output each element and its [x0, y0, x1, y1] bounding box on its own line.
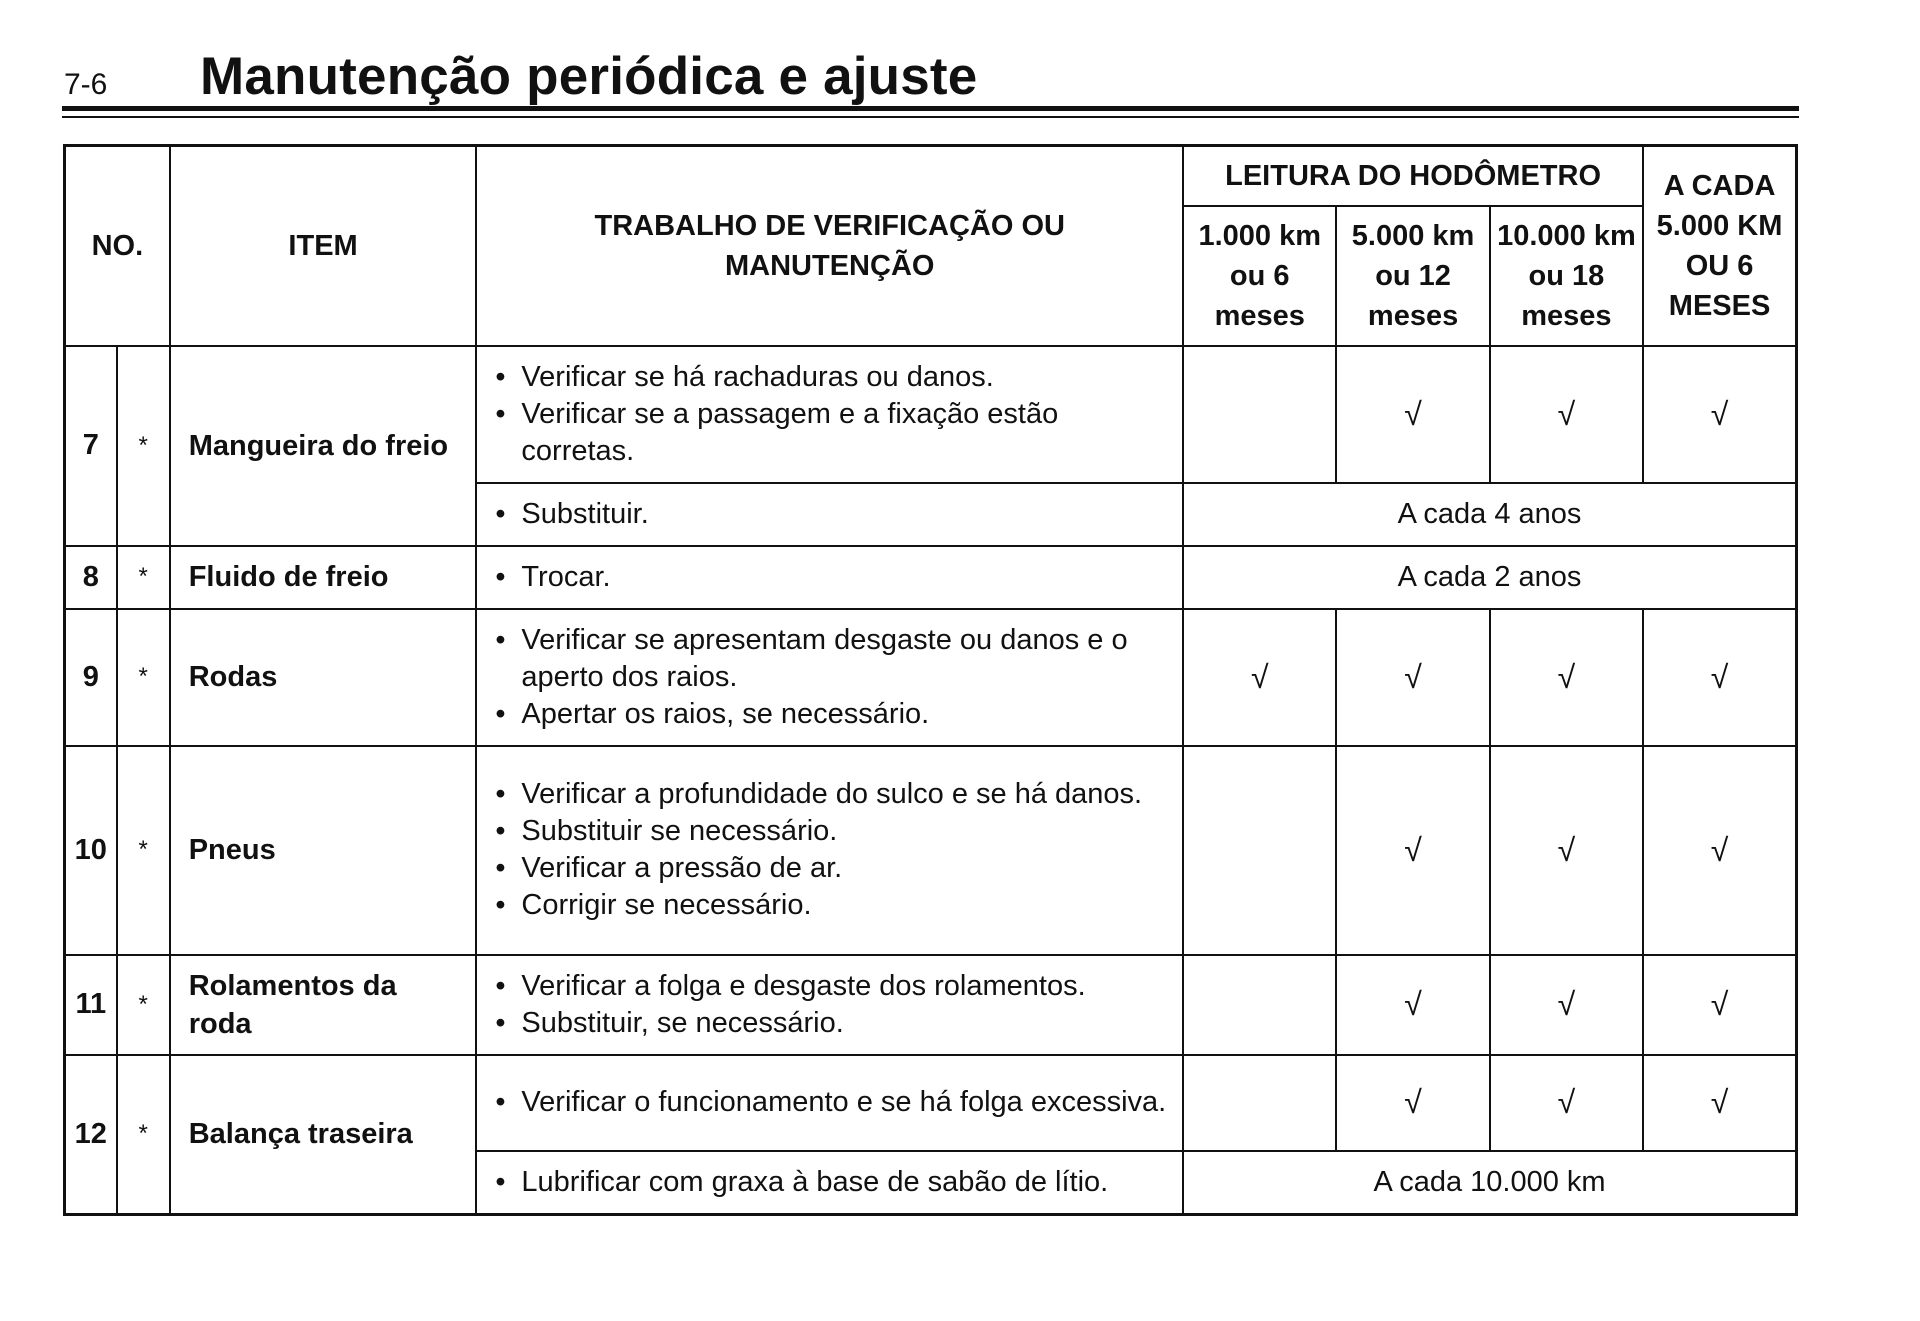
- list-item: • Substituir se necessário.: [495, 815, 838, 847]
- check-cell: √: [1336, 955, 1489, 1055]
- special-mark: *: [117, 1055, 170, 1215]
- table-row: [65, 346, 1797, 483]
- check-cell: √: [1490, 346, 1643, 483]
- row-number: 11: [65, 955, 117, 1055]
- special-mark: *: [117, 346, 170, 546]
- row-number: 12: [65, 1055, 117, 1215]
- task-cell: [476, 746, 1183, 955]
- task-cell: [476, 346, 1183, 483]
- list-item: • Verificar se há rachaduras ou danos.: [495, 360, 994, 393]
- list-item: • Trocar.: [495, 560, 611, 593]
- item-name: Rolamentos da roda: [170, 955, 477, 1055]
- list-item: • Apertar os raios, se necessário.: [495, 697, 930, 730]
- header-work: TRABALHO DE VERIFICAÇÃO OU MANUTENÇÃO: [476, 146, 1183, 346]
- task-cell: [476, 546, 1183, 609]
- check-cell: √: [1643, 346, 1796, 483]
- check-cell: √: [1336, 1055, 1489, 1151]
- item-name: Balança traseira: [170, 1055, 477, 1215]
- check-cell: √: [1643, 1055, 1796, 1151]
- list-item: • Verificar a folga e desgaste dos rolamentos.: [495, 969, 1086, 1002]
- task-cell: [476, 609, 1183, 746]
- check-cell: √: [1336, 746, 1489, 955]
- list-item: • Substituir.: [495, 497, 649, 530]
- task-cell: [476, 1151, 1183, 1215]
- list-item: • Verificar a profundidade do sulco e se há danos.: [495, 778, 1143, 810]
- header-no: NO.: [65, 146, 170, 346]
- header-odo-10000: 10.000 km ou 18 meses: [1490, 206, 1643, 346]
- table-row: [65, 955, 1797, 1055]
- header-odo-1000: 1.000 km ou 6 meses: [1183, 206, 1336, 346]
- row-number: 8: [65, 546, 117, 609]
- list-item: • Verificar se a passagem e a fixação estão corretas.: [495, 397, 1059, 467]
- header-item: ITEM: [170, 146, 477, 346]
- interval-note: A cada 10.000 km: [1183, 1151, 1796, 1215]
- header-rule-thick: [62, 106, 1799, 111]
- interval-note: A cada 4 anos: [1183, 483, 1796, 546]
- list-item: • Verificar se apresentam desgaste ou danos e o aperto dos raios.: [495, 623, 1128, 693]
- check-cell: √: [1490, 746, 1643, 955]
- header-odo-5000: 5.000 km ou 12 meses: [1336, 206, 1489, 346]
- list-item: • Lubrificar com graxa à base de sabão de lítio.: [495, 1165, 1109, 1198]
- check-cell: √: [1643, 955, 1796, 1055]
- table-row: [65, 1055, 1797, 1151]
- page-title: Manutenção periódica e ajuste: [200, 47, 978, 106]
- check-cell: √: [1336, 609, 1489, 746]
- check-cell: √: [1490, 955, 1643, 1055]
- page-number: 7-6: [64, 68, 108, 101]
- check-cell: √: [1643, 609, 1796, 746]
- special-mark: *: [117, 609, 170, 746]
- list-item: • Substituir, se necessário.: [495, 1006, 844, 1039]
- item-name: Fluido de freio: [170, 546, 477, 609]
- check-cell: √: [1490, 609, 1643, 746]
- table-row: [65, 609, 1797, 746]
- row-number: 10: [65, 746, 117, 955]
- special-mark: *: [117, 546, 170, 609]
- check-cell: [1183, 1055, 1336, 1151]
- header-every: A CADA 5.000 KM OU 6 MESES: [1643, 146, 1796, 346]
- row-number: 9: [65, 609, 117, 746]
- table-row: [65, 546, 1797, 609]
- maintenance-table: [63, 144, 1798, 1216]
- task-cell: [476, 1055, 1183, 1151]
- table-row: [65, 746, 1797, 955]
- check-cell: √: [1643, 746, 1796, 955]
- check-cell: √: [1490, 1055, 1643, 1151]
- task-cell: [476, 955, 1183, 1055]
- item-name: Rodas: [170, 609, 477, 746]
- special-mark: *: [117, 746, 170, 955]
- check-cell: [1183, 346, 1336, 483]
- check-cell: √: [1183, 609, 1336, 746]
- header-odometer: LEITURA DO HODÔMETRO: [1183, 146, 1643, 206]
- header-rule-thin: [62, 116, 1799, 118]
- interval-note: A cada 2 anos: [1183, 546, 1796, 609]
- check-cell: [1183, 746, 1336, 955]
- list-item: • Verificar a pressão de ar.: [495, 852, 843, 884]
- item-name: Mangueira do freio: [170, 346, 477, 546]
- task-cell: [476, 483, 1183, 546]
- check-cell: [1183, 955, 1336, 1055]
- row-number: 7: [65, 346, 117, 546]
- special-mark: *: [117, 955, 170, 1055]
- item-name: Pneus: [170, 746, 477, 955]
- check-cell: √: [1336, 346, 1489, 483]
- list-item: • Verificar o funcionamento e se há folga excessiva.: [495, 1086, 1167, 1118]
- list-item: • Corrigir se necessário.: [495, 889, 812, 921]
